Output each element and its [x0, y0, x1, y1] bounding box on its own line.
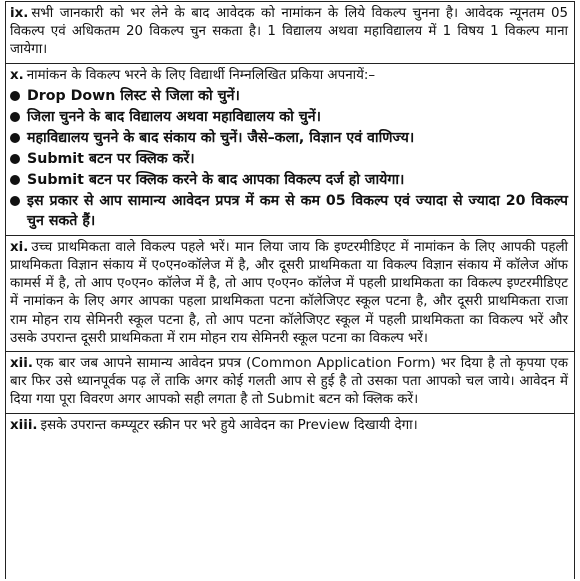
- section-number: x.: [10, 67, 24, 83]
- bullet-dot-icon: [10, 154, 20, 164]
- bullet-item: [10, 86, 568, 106]
- bullet-text: Submit बटन पर क्लिक करने के बाद आपका विकल्प दर्ज हो जायेगा।: [27, 171, 405, 188]
- bullet-dot-icon: [10, 196, 20, 206]
- bullet-text: इस प्रकार से आप सामान्य आवेदन प्रपत्र में कम से कम 05 विकल्प एवं ज्यादा से ज्यादा 20 विकल्प चुन सकते हैं।: [27, 192, 568, 229]
- bullet-item: [10, 128, 568, 148]
- section-xii: [6, 352, 574, 414]
- section-xiii-paragraph: [10, 417, 568, 435]
- section-text: उच्च प्राथमिकता वाले विकल्प पहले भरें। मान लिया जाय कि इण्टरमीडिएट में नामांकन के लिए आपकी पहली प्राथमिकता विज्ञान संकाय में ए०एन०कॉलेज में है, और दूसरी प्राथमिकता या विकल्प विज्ञान संकाय में कॉलेज ऑफ कामर्स में है, तो आप ए०एन० कॉलेज में है, तो आप ए०एन० कॉलेज में पहली प्राथमिकता का विकल्प इण्टरमीडिएट में नामांकन के लिए अगर आपका पहला प्राथमिकता पटना कॉलेजिएट स्कूल पटना है, और दूसरी प्राथमिकता राजा राम मोहन राय सेमिनरी स्कूल पटना है, तो आप पटना कॉलेजिएट स्कूल में पहली प्राथमिकता का विकल्प भरें और उसके उपरान्त दूसरी प्राथमिकता में राम मोहन राय सेमिनरी स्कूल पटना का विकल्प भरें।: [10, 239, 568, 346]
- bullet-text: महाविद्यालय चुनने के बाद संकाय को चुनें। जैसे–कला, विज्ञान एवं वाणिज्य।: [27, 129, 415, 146]
- section-text: इसके उपरान्त कम्प्यूटर स्क्रीन पर भरे हुये आवेदन का Preview दिखायी देगा।: [40, 417, 418, 433]
- section-xi-paragraph: [10, 239, 568, 348]
- section-ix: [6, 2, 574, 64]
- section-xii-paragraph: [10, 355, 568, 410]
- section-x: [6, 64, 574, 236]
- section-text: नामांकन के विकल्प भरने के लिए विद्यार्थी निम्नलिखित प्रकिया अपनायें:–: [26, 67, 376, 83]
- bullet-dot-icon: [10, 175, 20, 185]
- section-ix-paragraph: [10, 5, 568, 60]
- section-text: सभी जानकारी को भर लेने के बाद आवेदक को नामांकन के लिये विकल्प चुनना है। आवेदक न्यूनतम 05 विकल्प एवं अधिकतम 20 विकल्प चुन सकता है। 1 विद्यालय अथवा महाविद्यालय में 1 विषय 1 विकल्प माना जायेगा।: [10, 6, 568, 58]
- bullet-item: [10, 107, 568, 127]
- bullet-dot-icon: [10, 112, 20, 122]
- section-xi: [6, 236, 574, 352]
- bullet-text: Drop Down लिस्ट से जिला को चुनें।: [27, 87, 240, 104]
- bullet-item: [10, 191, 568, 231]
- section-x-intro: [10, 67, 568, 85]
- bullet-text: जिला चुनने के बाद विद्यालय अथवा महाविद्यालय को चुनें।: [27, 108, 322, 125]
- section-number: xi.: [10, 239, 29, 255]
- bullet-dot-icon: [10, 133, 20, 143]
- section-xiii: [6, 414, 574, 438]
- section-number: ix.: [10, 6, 29, 21]
- bullet-item: [10, 149, 568, 169]
- section-number: xii.: [10, 356, 33, 372]
- bullet-dot-icon: [10, 91, 20, 101]
- bullet-text: Submit बटन पर क्लिक करें।: [27, 150, 195, 167]
- section-text: एक बार जब आपने सामान्य आवेदन प्रपत्र (Common Application Form) भर दिया है तो कृपया एक बार फिर उसे ध्यानपूर्वक पढ़ लें ताकि अगर कोई गलती आप से हुई है तो उसका पता आपको चल जाये। आवेदन में दिया गया पूरा विवरण अगर आपको सही लगता है तो Submit बटन को क्लिक करें।: [10, 356, 568, 408]
- section-number: xiii.: [10, 417, 38, 433]
- bullet-item: [10, 170, 568, 190]
- instructions-page: [5, 1, 575, 579]
